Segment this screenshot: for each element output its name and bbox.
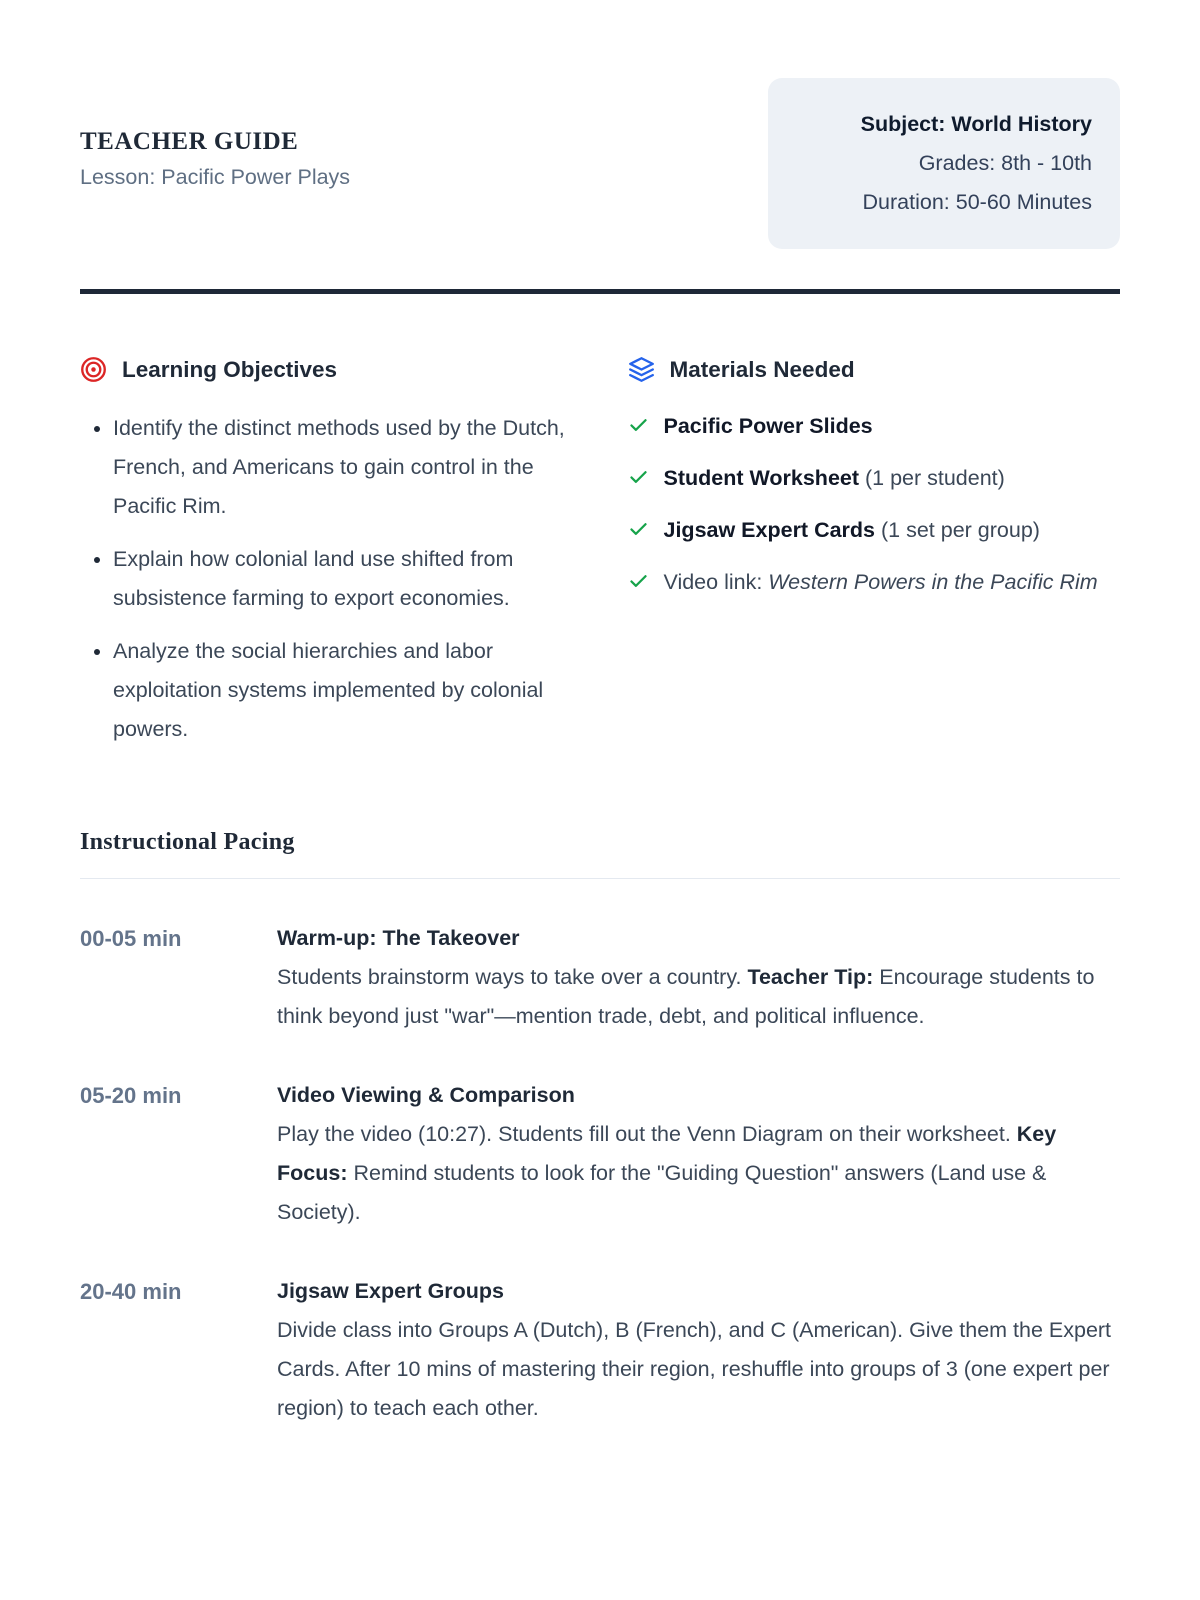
objective-item: • Analyze the social hierarchies and labor exploitation systems implemented by colonial powers. bbox=[113, 632, 573, 749]
materials-needed-section bbox=[628, 356, 1121, 763]
description-callout: Key Focus: bbox=[277, 1122, 1057, 1185]
material-detail: (1 per student) bbox=[859, 466, 1005, 490]
overview-columns bbox=[80, 356, 1120, 763]
objectives-list bbox=[80, 409, 573, 749]
info-grades: Grades: 8th - 10th bbox=[918, 151, 1092, 175]
material-detail: Video link: bbox=[663, 570, 769, 594]
info-subject: Subject: World History bbox=[860, 112, 1092, 136]
pacing-content bbox=[277, 919, 1120, 1036]
description-text: Remind students to look for the "Guiding Question" answers (Land use & Society). bbox=[277, 1161, 1047, 1224]
objective-item: • Identify the distinct methods used by the Dutch, French, and Americans to gain control in the Pacific Rim. bbox=[113, 409, 573, 526]
doc-title: TEACHER GUIDE bbox=[80, 128, 299, 155]
check-icon bbox=[628, 571, 649, 592]
layers-icon bbox=[628, 356, 655, 383]
check-icon bbox=[628, 519, 649, 540]
materials-needed-heading bbox=[628, 356, 1121, 383]
info-duration: Duration: 50-60 Minutes bbox=[862, 190, 1092, 214]
materials-list bbox=[628, 407, 1121, 602]
pacing-activity-description bbox=[277, 1311, 1120, 1428]
divider-thick bbox=[80, 289, 1120, 294]
pacing-row bbox=[80, 1272, 1120, 1428]
material-detail: (1 set per group) bbox=[875, 518, 1040, 542]
learning-objectives-heading bbox=[80, 356, 573, 383]
objective-item: • Explain how colonial land use shifted from subsistence farming to export economies. bbox=[113, 540, 573, 618]
course-info-box bbox=[768, 78, 1120, 249]
description-callout: Teacher Tip: bbox=[747, 965, 874, 989]
pacing-activity-description bbox=[277, 958, 1120, 1036]
header-titles bbox=[80, 78, 350, 190]
description-text: Encourage students to think beyond just "war"—mention trade, debt, and political influence. bbox=[277, 965, 1095, 1028]
material-item bbox=[628, 563, 1121, 602]
material-name: Student Worksheet bbox=[663, 466, 860, 490]
instructional-pacing-heading: Instructional Pacing bbox=[80, 829, 295, 855]
check-icon bbox=[628, 415, 649, 436]
header bbox=[80, 78, 1120, 249]
pacing-activity-title: Warm-up: The Takeover bbox=[277, 926, 520, 950]
materials-needed-title: Materials Needed bbox=[669, 356, 855, 382]
material-name: Pacific Power Slides bbox=[663, 414, 873, 438]
check-icon bbox=[628, 467, 649, 488]
learning-objectives-section bbox=[80, 356, 573, 763]
description-text: Play the video (10:27). Students fill out the Venn Diagram on their worksheet. bbox=[277, 1122, 1017, 1146]
description-text: Students brainstorm ways to take over a country. bbox=[277, 965, 748, 989]
pacing-time: 00-05 min bbox=[80, 926, 182, 951]
pacing-row bbox=[80, 1076, 1120, 1232]
divider-thin bbox=[80, 878, 1120, 879]
material-item bbox=[628, 459, 1121, 498]
pacing-activity-title: Jigsaw Expert Groups bbox=[277, 1279, 505, 1303]
pacing-content bbox=[277, 1272, 1120, 1428]
material-item bbox=[628, 407, 1121, 446]
description-text: Divide class into Groups A (Dutch), B (French), and C (American). Give them the Expert Cards. After 10 mins of mastering their region, reshuffle into groups of 3 (one expert per region) to teach each other. bbox=[277, 1318, 1112, 1420]
material-name: Jigsaw Expert Cards bbox=[663, 518, 876, 542]
pacing-activity-title: Video Viewing & Comparison bbox=[277, 1083, 575, 1107]
pacing-row bbox=[80, 919, 1120, 1036]
pacing-time: 20-40 min bbox=[80, 1279, 182, 1304]
material-item bbox=[628, 511, 1121, 550]
pacing-content bbox=[277, 1076, 1120, 1232]
learning-objectives-title: Learning Objectives bbox=[122, 356, 338, 382]
instructional-pacing-section bbox=[80, 829, 1120, 1428]
pacing-activity-description bbox=[277, 1115, 1120, 1232]
pacing-time: 05-20 min bbox=[80, 1083, 182, 1108]
target-icon bbox=[80, 356, 107, 383]
video-link-title: Western Powers in the Pacific Rim bbox=[768, 570, 1098, 594]
lesson-subtitle: Lesson: Pacific Power Plays bbox=[80, 165, 351, 189]
